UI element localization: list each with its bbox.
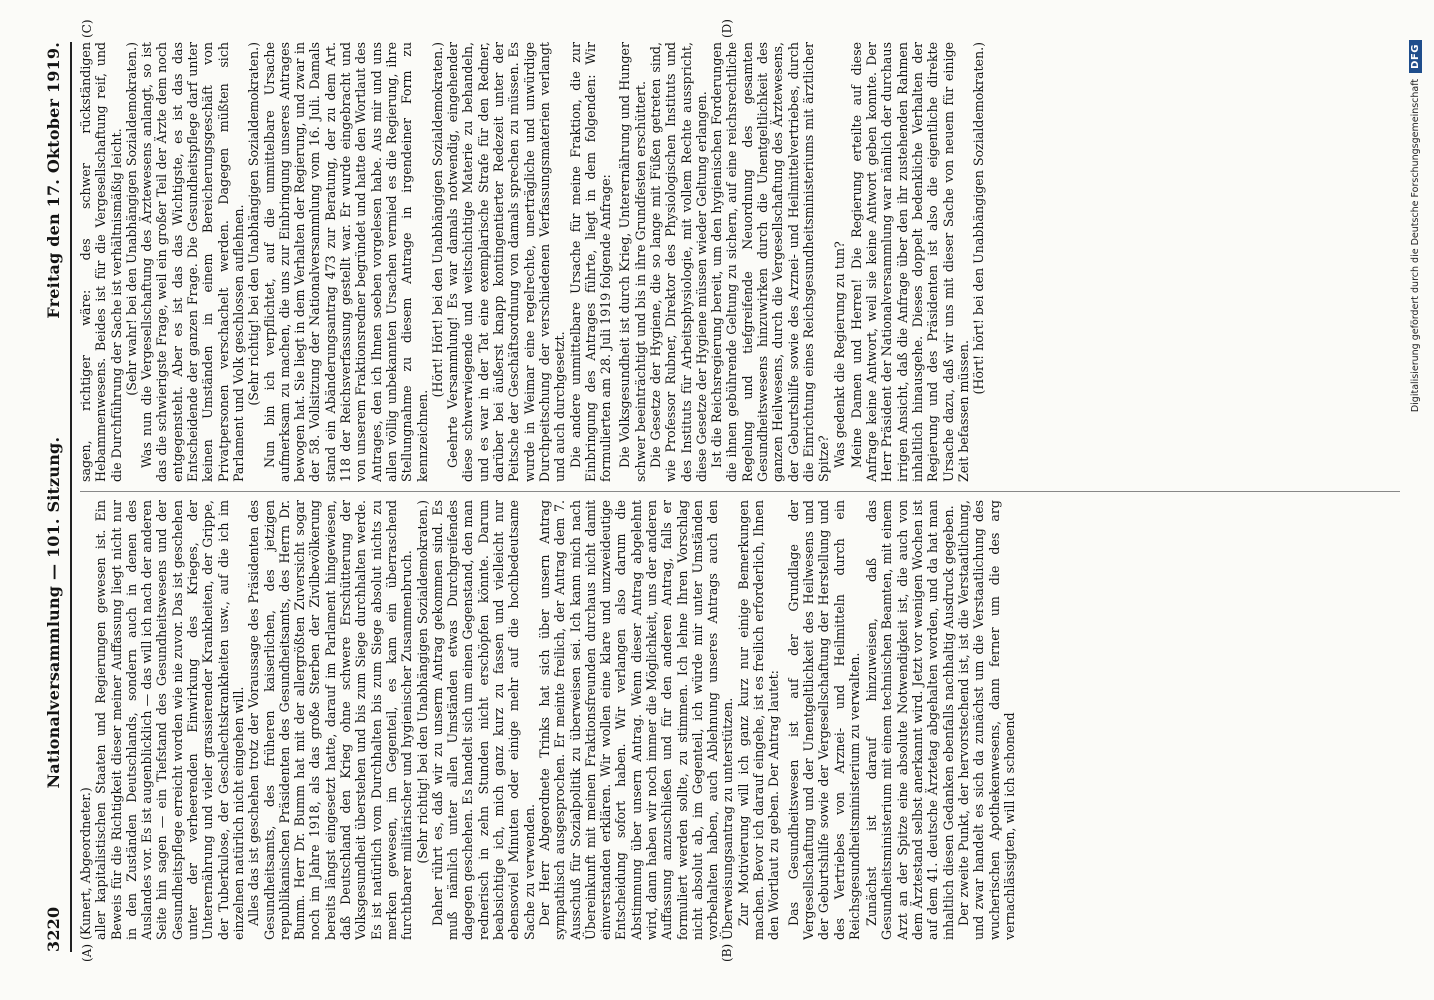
paragraph: Die andere unmittelbare Ursache für meine Fraktion, die zur Einbringung des Antrages führte, liegt in dem folgenden: Wir formulierten am 28. Juli 1919 folgende Anfrage: — [567, 42, 614, 482]
inquiry-paragraph: Die Gesetze der Hygiene, die so lange mit Füßen getreten sind, wie Professor Rubner, Direktor des Physiologischen Instituts und des Instituts für Arbeitsphysiologie, mit vollem Rechte ausspricht, diese Gesetze der Hygiene müssen wieder Geltung erlangen. — [647, 42, 709, 482]
page-header — [36, 42, 70, 952]
inquiry-paragraph: Ist die Reichsregierung bereit, um den hygienischen Forderungen die ihnen gebührende Geltung zu sichern, auf eine reichsrechtliche Regelung und tiefgreifende Neuordnung des gesamten Gesundheitswesens hinzuwirken durch die Unentgeltlichkeit des ganzen Heilwesens, durch die Vergesellschaftung des Ärztewesens, der Geburtshilfe sowie des Arznei- und Heilmittelvertriebes, durch die Einrichtung eines Reichsgesundheitsministeriums mit ärztlicher Spitze? — [709, 42, 832, 482]
quoted-motion: Das Gesundheitswesen ist auf der Grundlage der Vergesellschaftung und der Unentgeltlichkeit des Heilwesens und der Geburtshilfe sowie der Vergesellschaftung der Herstellung und des Vertriebes von Arznei- und Heilmitteln durch ein Reichsgesundheitsministerium zu verwalten. — [785, 500, 862, 940]
paragraph: Zur Motivierung will ich ganz kurz nur einige Bemerkungen machen. Bevor ich darauf eingehe, ist es freilich erforderlich, Ihnen den Wortlaut zu geben. Der Antrag lautet: — [735, 500, 782, 940]
paragraph: Der zweite Punkt, der hervorstechend ist, ist die Verstaatlichung, und zwar handelt es sich da zunächst um die Verstaatlichung des wucherischen Apothekenwesens, dann ferner um die des arg vernachlässigten, will ich schonend — [955, 500, 1017, 940]
paragraph: Daher rührt es, daß wir zu unserm Antrag gekommen sind. Es muß nämlich unter allen Umständen etwas Durchgreifendes dagegen geschehen. Es handelt sich um einen Gegenstand, den man rednerisch in zehn Stunden nicht erschöpfen könnte. Darum beabsichtige ich, mich ganz kurz zu fassen und vielleicht nur ebensoviel Minuten oder einige mehr auf die hochbedeutsame Sache zu verwenden. — [429, 500, 537, 940]
credit-text: Digitalisierung gefördert durch die Deutsche Forschungsgemeinschaft — [1409, 78, 1421, 413]
paragraph: Der Herr Abgeordnete Trinks hat sich über unsern Antrag sympathisch ausgesprochen. Er meinte freilich, der Antrag dem 7. Ausschuß für Sozialpolitik zu überweisen sei. Ich kann mich nach Übereinkunft mit meinen Fraktionsfreunden durchaus nicht damit einverstanden erklären. Wir wollen eine klare und unzweideutige Entscheidung sofort haben. Wir verlangen also darum die Abstimmung über unsern Antrag. Wenn dieser Antrag abgelehnt wird, dann haben wir noch immer die Möglichkeit, uns der anderen Auffassung anzuschließen und für den anderen Antrag, falls er formuliert werden sollte, zu stimmen. Ich lehne Ihren Vorschlag nicht absolut ab, im Gegenteil, ich würde mir unter Umständen vorbehalten haben, auch Ablehnung unseres Antrags auch den Überweisungsantrag zu unterstützen. — [536, 500, 736, 940]
interjection: (Sehr wahr! bei den Unabhängigen Sozialdemokraten.) — [123, 42, 139, 396]
margin-marker-a: (A) — [80, 943, 94, 962]
session-date: Freitag den 17. Oktober 1919. — [43, 42, 63, 319]
paragraph: Zunächst ist darauf hinzuweisen, daß das Gesundheitsministerium mit einem technischen Beamten, mit einem Arzt an der Spitze eine absolute Notwendigkeit ist, die auch von dem Ärztestand selbst anerkannt wird. Jetzt vor wenigen Wochen ist auf dem 41. deutsche Ärztetag abgehalten worden, und da hat man inhaltlich diesen Gedanken ebenfalls nachhaltig Ausdruck gegeben. — [864, 500, 956, 940]
inquiry-paragraph: Die Volksgesundheit ist durch Krieg, Unterernährung und Hunger schwer beeinträchtigt und bis in ihre Grundfesten erschüttert. — [617, 42, 648, 482]
journal-name: Nationalversammlung — [43, 585, 63, 789]
margin-marker-b: (B) — [720, 943, 734, 962]
header-rule — [70, 42, 72, 952]
paragraph: sagen, richtiger wäre: des schwer rückständigen Hebammenwesens. Beides ist für die Vergesellschaftung reif, und die Durchführung der Sache ist verhältnismäßig leicht. — [78, 42, 124, 482]
dfg-logo: DFG — [1409, 40, 1422, 73]
paragraph: aller kapitalistischen Staaten und Regierungen gewesen ist. Ein Beweis für die Richtigkeit dieser meiner Auffassung liegt nicht nur in den Zuständen Deutschlands, sondern auch in denen des Auslandes vor. Es ist augenblicklich — das will ich nach der anderen Seite hin sagen — ein Tiefstand des Gesundheitswesens und der Gesundheitspflege erreicht worden wie nie zuvor. Das ist geschehen unter der verheerenden Einwirkung des Krieges, der Unterernährung und vieler grassierender Krankheiten, der Grippe, der Tuberkulose, der Geschlechtskrankheiten usw., auf die ich im einzelnen natürlich nicht eingehen will. — [93, 500, 246, 940]
paragraph: Meine Damen und Herren! Die Regierung erteilte auf diese Anfrage keine Antwort, weil sie keine Antwort geben konnte. Der Herr Präsident der Nationalversammlung war nämlich der durchaus irrigen Ansicht, daß die Anfrage über den ihr zustehenden Rahmen inhaltlich hinausgehe. Dieses doppelt bedenkliche Verhalten der Regierung und des Präsidenten ist also die eigentliche direkte Ursache dazu, daß wir uns mit dieser Sache von neuem für einige Zeit befassen müssen. — [848, 42, 971, 482]
left-column — [78, 500, 1403, 940]
interjection: (Sehr richtig! bei den Unabhängigen Sozialdemokraten.) — [414, 500, 430, 864]
paragraph: Nun bin ich verpflichtet, auf die unmittelbare Ursache aufmerksam zu machen, die uns zur Einbringung unseres Antrages bewogen hat. Sie liegt in dem Verhalten der Regierung, und zwar in der 58. Vollsitzung der Nationalversammlung vom 16. Juli. Damals stand ein Abänderungsantrag 473 zur Beratung, der zu dem Art. 118 der Reichsverfassung gestellt war. Er wurde eingebracht und von unserem Fraktionsredner begründet und hatte den Wortlaut des Antrages, den ich Ihnen soeben vorgelesen habe. Aus mir und uns allen völlig unbekannten Ursachen vermied es die Regierung, ihre Stellungnahme zu diesem Antrage in irgendeiner Form zu kennzeichnen. — [261, 42, 430, 482]
margin-marker-d: (D) — [720, 19, 734, 38]
inquiry-paragraph: Was gedenkt die Regierung zu tun? — [831, 241, 847, 468]
digitization-credit — [1404, 40, 1426, 960]
right-column — [78, 42, 1403, 482]
motion-text — [786, 500, 862, 940]
session-number: — 101. Sitzung. — [43, 436, 63, 581]
paragraph: Was nun die Vergesellschaftung des Ärztewesens anlangt, so ist das die schwierigste Frage, weil ein großer Teil der Ärzte dem noch entgegensteht. Aber es ist das das Wichtigste, es ist das das Entscheidende der ganzen Frage. Die Gesundheitspflege darf unter keinen Umständen in einem Bereicherungsgeschäft von Privatpersonen verschachelt werden. Dagegen müßten sich Parlament und Volk geschlossen auflehnen. — [139, 42, 246, 482]
journal-title — [44, 437, 63, 789]
column-divider — [80, 491, 1400, 492]
paragraph: Geehrte Versammlung! Es war damals notwendig, eingehender diese schwerwiegende und weitschichtige Materie zu behandeln, und es war in der Tat eine exemplarische Strafe für den Redner, darüber bei äußerst knapp kontingentierter Redezeit unter der Peitsche der Geschäftsordnung von damals sprechen zu müssen. Es wurde in Weimar eine regelrechte, unerträgliche und unwürdige Durchpeitschung der verschiedenen Verfassungsmaterien verlangt und auch durchgesetzt. — [445, 42, 568, 482]
paragraph: Alles das ist geschehen trotz der Voraussage des Präsidenten des Gesundheitsamts, des früheren kaiserlichen, des jetzigen republikanischen Präsidenten des Gesundheitsamts, des Herrn Dr. Bumm. Herr Dr. Bumm hat mit der allergrößten Zuversicht sogar noch im Jahre 1918, als das große Sterben der Zivilbevölkerung bereits längst eingesetzt hatte, darauf im Parlament hingewiesen, daß Deutschland den Krieg ohne schwere Erschütterung der Volksgesundheit überstehen und bis zum Siege durchhalten werde. Es ist natürlich vom Durchhalten bis zum Siege absolut nichts zu merken gewesen, im Gegenteil, es kam ein überraschend furchtbarer militärischer und hygienischer Zusammenbruch. — [246, 500, 415, 940]
page-number: 3220 — [43, 906, 63, 952]
margin-marker-c: (C) — [80, 19, 94, 38]
interjection: (Hört! Hört! bei den Unabhängigen Sozialdemokraten.) — [429, 42, 445, 398]
interjection: (Sehr richtig! bei den Unabhängigen Sozialdemokraten.) — [246, 42, 262, 406]
speaker-line: (Kunert, Abgeordneter.) — [78, 787, 93, 940]
interjection: (Hört! hört! bei den Unabhängigen Sozialdemokraten.) — [971, 42, 987, 395]
inquiry-text — [617, 42, 846, 482]
